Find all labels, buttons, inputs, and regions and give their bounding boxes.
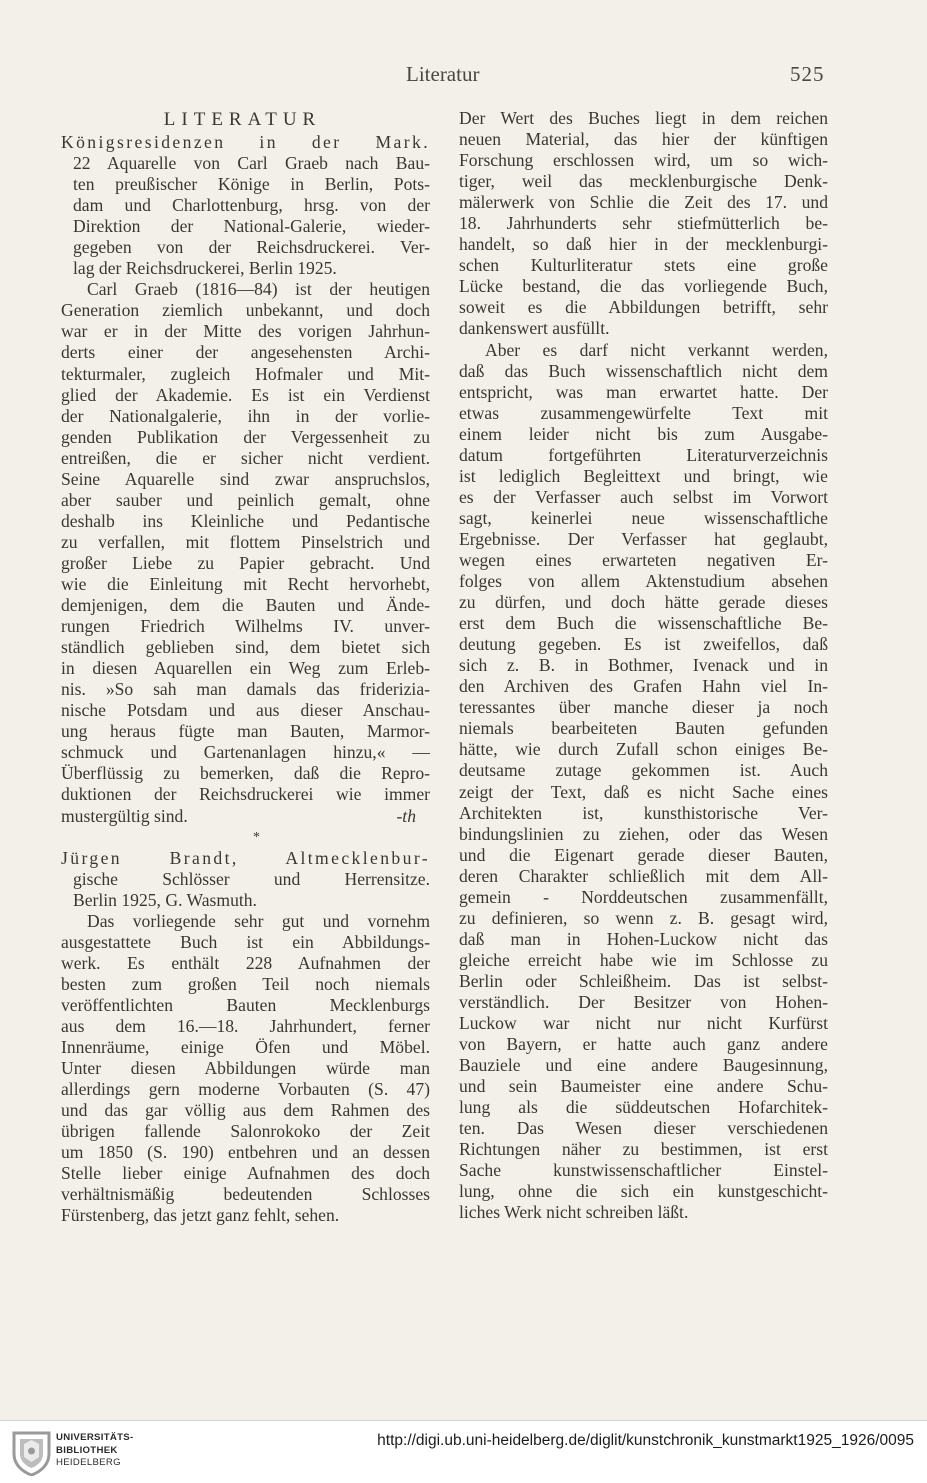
text-line: Königsresidenzen in der Mark. bbox=[61, 132, 430, 152]
text-line: derts einer der angesehensten Archi- bbox=[61, 342, 430, 363]
text-line: wie die Einleitung mit Recht hervorhebt, bbox=[61, 573, 430, 594]
source-url-link[interactable]: http://digi.ub.uni-heidelberg.de/diglit/kunstchronik_kunstmarkt1925_1926/0095 bbox=[377, 1432, 914, 1449]
text-line: deshalb ins Kleinliche und Pedantische bbox=[61, 510, 430, 531]
text-line: demjenigen, dem die Bauten und Ände- bbox=[61, 595, 430, 616]
text-line: dam und Charlottenburg, hrsg. von der bbox=[73, 195, 430, 216]
text-line: und die Eigenart gerade dieser Bauten, bbox=[459, 844, 828, 865]
university-seal-icon bbox=[10, 1430, 53, 1476]
text-line: duktionen der Reichsdruckerei wie immer bbox=[61, 784, 430, 805]
text-line: den Archiven des Grafen Hahn viel In- bbox=[459, 676, 828, 697]
library-name bbox=[56, 1432, 133, 1470]
library-name-line-1: UNIVERSITÄTS- bbox=[56, 1432, 134, 1443]
text-line: Unter diesen Abbildungen würde man bbox=[61, 1058, 430, 1079]
text-line: dankenswert ausfüllt. bbox=[459, 318, 610, 339]
text-line: Luckow war nicht nur nicht Kurfürst bbox=[459, 1013, 828, 1034]
text-line: Aber es darf nicht verkannt werden, bbox=[485, 339, 828, 360]
section-separator-star: * bbox=[253, 829, 260, 845]
text-line: entreißen, die er sicher nicht verdient. bbox=[61, 447, 430, 468]
text-line: Innenräume, einige Öfen und Möbel. bbox=[61, 1037, 430, 1058]
review-2-text bbox=[61, 848, 430, 1227]
left-column bbox=[61, 108, 430, 1226]
text-line: von Bayern, er hatte auch ganz andere bbox=[459, 1034, 828, 1055]
text-line: ten. Das Wesen dieser verschiedenen bbox=[459, 1118, 828, 1139]
text-line: Architekten ist, kunsthistorische Ver- bbox=[459, 802, 828, 823]
text-line: entspricht, was man erwartet hatte. Der bbox=[459, 381, 828, 402]
footer-bar bbox=[0, 1420, 927, 1483]
text-line: aus dem 16.—18. Jahrhundert, ferner bbox=[61, 1015, 430, 1036]
text-line: Der Wert des Buches liegt in dem reichen bbox=[459, 108, 828, 128]
text-line: Generation ziemlich unbekannt, und doch bbox=[61, 300, 430, 321]
text-line: Sache kunstwissenschaftlicher Einstel- bbox=[459, 1160, 828, 1181]
text-line: gische Schlösser und Herrensitze. bbox=[73, 868, 430, 889]
text-line: verständlich. Der Besitzer von Hohen- bbox=[459, 991, 828, 1012]
text-line: niemals bearbeiteten Bauten gefunden bbox=[459, 718, 828, 739]
text-line: es der Verfasser auch selbst im Vorwort bbox=[459, 486, 828, 507]
text-line: um 1850 (S. 190) entbehren und an dessen bbox=[61, 1142, 430, 1163]
text-line: nische Potsdam und aus dieser Anschau- bbox=[61, 700, 430, 721]
text-line: Bauziele und eine andere Baugesinnung, bbox=[459, 1055, 828, 1076]
text-line: lung als die süddeutschen Hofarchitek- bbox=[459, 1097, 828, 1118]
running-title: Literatur bbox=[406, 62, 480, 86]
text-line: verhältnismäßig bedeutenden Schlosses bbox=[61, 1184, 430, 1205]
text-line: allerdings gern moderne Vorbauten (S. 47) bbox=[61, 1079, 430, 1100]
text-line: schen Kulturliteratur stets eine große bbox=[459, 255, 828, 276]
text-line: daß man in Hohen-Luckow nicht das bbox=[459, 928, 828, 949]
text-line: deren Charakter schließlich mit dem All- bbox=[459, 865, 828, 886]
text-line: tekturmaler, zugleich Hofmaler und Mit- bbox=[61, 363, 430, 384]
library-name-line-3: HEIDELBERG bbox=[56, 1457, 121, 1469]
text-line: nis. »So sah man damals das friderizia- bbox=[61, 679, 430, 700]
text-line: zu definieren, so wenn z. B. gesagt wird, bbox=[459, 907, 828, 928]
review-signature: -th bbox=[396, 805, 416, 826]
text-line: übrigen fallende Salonrokoko der Zeit bbox=[61, 1121, 430, 1142]
text-line: ist lediglich Begleittext und bringt, wie bbox=[459, 465, 828, 486]
text-line: folges von allem Aktenstudium absehen bbox=[459, 571, 828, 592]
text-line: mälerwerk von Schlie die Zeit des 17. und bbox=[459, 192, 828, 213]
text-line: teressantes über manche dieser ja noch bbox=[459, 697, 828, 718]
text-line: gleiche erreicht habe wie im Schlosse zu bbox=[459, 949, 828, 970]
text-line: sich z. B. in Bothmer, Ivenack und in bbox=[459, 655, 828, 676]
text-line: wegen eines erwarteten negativen Er- bbox=[459, 549, 828, 570]
text-line: gegeben von der Reichsdruckerei. Ver- bbox=[73, 237, 430, 258]
text-line: ausgestattete Buch ist ein Abbildungs- bbox=[61, 931, 430, 952]
text-line: soweit es die Abbildungen betrifft, sehr bbox=[459, 297, 828, 318]
text-line: genden Publikation der Vergessenheit zu bbox=[61, 426, 430, 447]
text-line: Überflüssig zu bemerken, daß die Repro- bbox=[61, 763, 430, 784]
text-line: deutung gegeben. Es ist zweifellos, daß bbox=[459, 634, 828, 655]
text-line: ständlich geblieben sind, dem bietet sich bbox=[61, 637, 430, 658]
text-line: war er in der Mitte des vorigen Jahrhun- bbox=[61, 321, 430, 342]
text-line: und sein Baumeister eine andere Schu- bbox=[459, 1076, 828, 1097]
text-line: etwas zusammengewürfelte Text mit bbox=[459, 402, 828, 423]
review-1-text bbox=[61, 132, 430, 848]
text-line: Berlin oder Schleißheim. Das ist selbst- bbox=[459, 970, 828, 991]
text-line: einem leider nicht bis zum Ausgabe- bbox=[459, 423, 828, 444]
text-line: gemein - Norddeutschen zusammenfällt, bbox=[459, 886, 828, 907]
text-line: Richtungen näher zu bestimmen, ist erst bbox=[459, 1139, 828, 1160]
text-line: aber sauber und peinlich gemalt, ohne bbox=[61, 489, 430, 510]
text-line: datum fortgeführten Literaturverzeichnis bbox=[459, 444, 828, 465]
page-number: 525 bbox=[790, 62, 825, 86]
text-line: bindungslinien zu ziehen, oder das Wesen bbox=[459, 823, 828, 844]
text-line: Ergebnisse. Der Verfasser hat geglaubt, bbox=[459, 528, 828, 549]
text-line: 22 Aquarelle von Carl Graeb nach Bau- bbox=[73, 153, 430, 174]
text-line: Fürstenberg, das jetzt ganz fehlt, sehen. bbox=[61, 1205, 340, 1226]
text-line: hätte, wie durch Zufall schon einiges Be- bbox=[459, 739, 828, 760]
text-line: handelt, so daß hier in der mecklenburgi- bbox=[459, 234, 828, 255]
text-line: zu verfallen, mit flottem Pinselstrich und bbox=[61, 531, 430, 552]
text-line: zu dürfen, und doch hätte gerade dieses bbox=[459, 592, 828, 613]
right-column bbox=[459, 108, 828, 1223]
review-2-continued-text bbox=[459, 108, 828, 1223]
text-line: erst dem Buch die wissenschaftliche Be- bbox=[459, 613, 828, 634]
text-line: großer Liebe zu Papier gebracht. Und bbox=[61, 552, 430, 573]
text-line: Berlin 1925, G. Wasmuth. bbox=[73, 889, 257, 910]
section-heading: LITERATUR bbox=[163, 109, 322, 130]
text-line: Seine Aquarelle sind zwar anspruchslos, bbox=[61, 468, 430, 489]
text-line: neuen Material, das hier der künftigen bbox=[459, 129, 828, 150]
text-line: besten zum großen Teil noch niemals bbox=[61, 973, 430, 994]
text-line: schmuck und Gartenanlagen hinzu,« — bbox=[61, 742, 430, 763]
text-line: ung heraus fügte man Bauten, Marmor- bbox=[61, 721, 430, 742]
text-line: in diesen Aquarellen ein Weg zum Erleb- bbox=[61, 658, 430, 679]
text-line: Direktion der National-Galerie, wieder- bbox=[73, 216, 430, 237]
text-line: zeigt der Text, daß es nicht Sache eines bbox=[459, 781, 828, 802]
library-name-line-2: BIBLIOTHEK bbox=[56, 1444, 118, 1456]
text-line: 18. Jahrhunderts sehr stiefmütterlich be- bbox=[459, 213, 828, 234]
text-line: liches Werk nicht schreiben läßt. bbox=[459, 1202, 689, 1223]
text-line: und das gar völlig aus dem Rahmen des bbox=[61, 1100, 430, 1121]
text-line: lag der Reichsdruckerei, Berlin 1925. bbox=[73, 258, 337, 279]
text-line: sagt, keinerlei neue wissenschaftliche bbox=[459, 507, 828, 528]
text-line: daß das Buch wissenschaftlich nicht dem bbox=[459, 360, 828, 381]
text-line: Carl Graeb (1816—84) ist der heutigen bbox=[87, 279, 430, 300]
text-line: tiger, weil das mecklenburgische Denk- bbox=[459, 171, 828, 192]
text-line: Lücke bestand, die das vorliegende Buch, bbox=[459, 276, 828, 297]
text-line: werk. Es enthält 228 Aufnahmen der bbox=[61, 952, 430, 973]
text-line: Das vorliegende sehr gut und vornehm bbox=[87, 910, 430, 931]
text-line: deutsame zutage gekommen ist. Auch bbox=[459, 760, 828, 781]
footer-divider bbox=[0, 1420, 927, 1421]
text-line: glied der Akademie. Es ist ein Verdienst bbox=[61, 384, 430, 405]
text-line: der Nationalgalerie, ihn in der vorlie- bbox=[61, 405, 430, 426]
text-line: Forschung erschlossen wird, um so wich- bbox=[459, 150, 828, 171]
text-line: mustergültig sind. -th bbox=[61, 805, 416, 826]
text-line: lung, ohne die sich ein kunstgeschicht- bbox=[459, 1181, 828, 1202]
text-line: rungen Friedrich Wilhelms IV. unver- bbox=[61, 616, 430, 637]
text-line: veröffentlichten Bauten Mecklenburgs bbox=[61, 994, 430, 1015]
text-line: Stelle lieber einige Aufnahmen des doch bbox=[61, 1163, 430, 1184]
text-line: Jürgen Brandt, Altmecklenbur- bbox=[61, 847, 430, 868]
text-line: ten preußischer Könige in Berlin, Pots- bbox=[73, 174, 430, 195]
